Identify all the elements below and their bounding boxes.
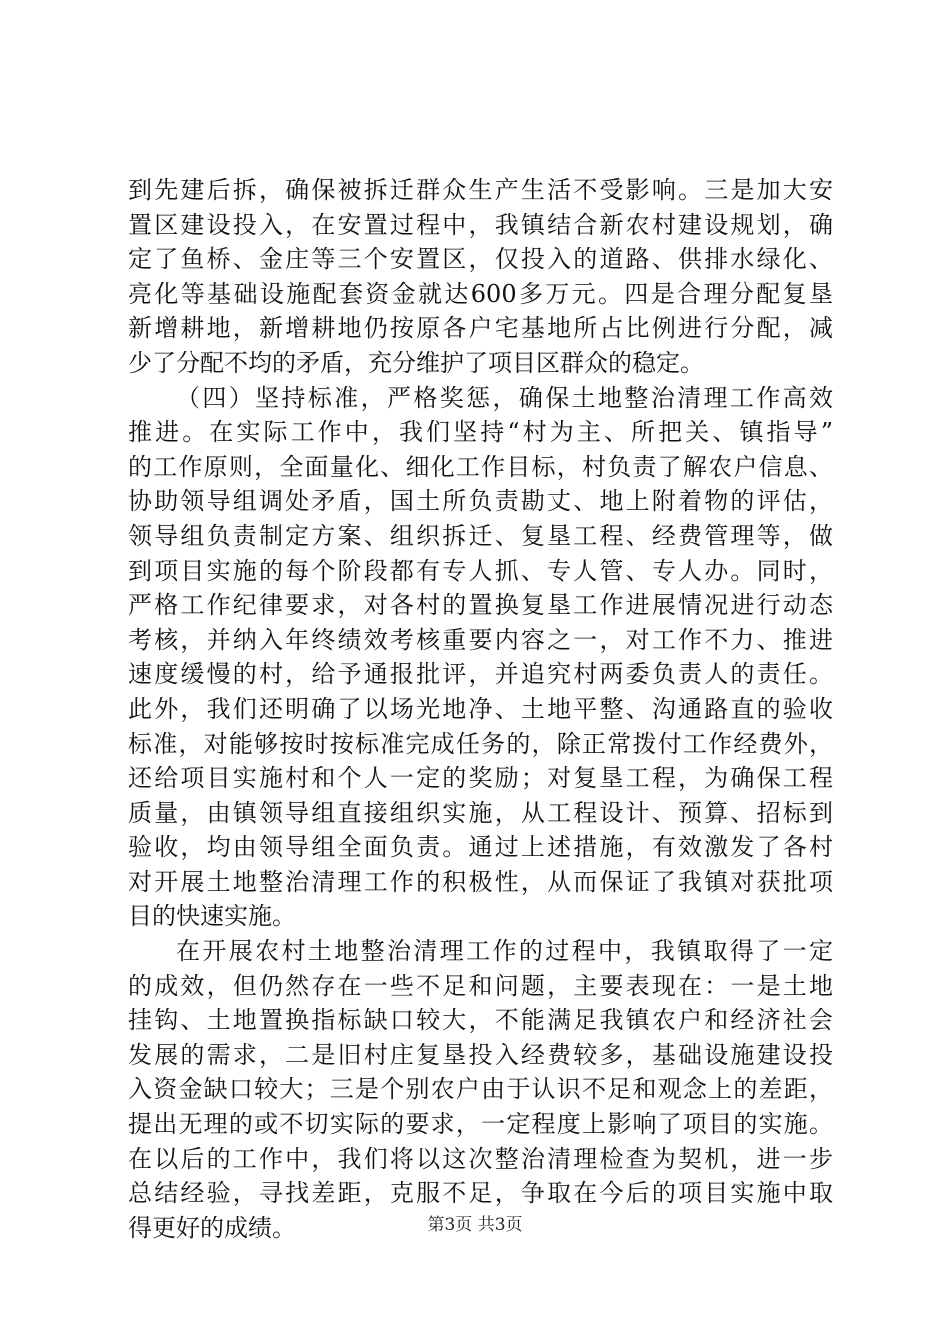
text-line: 考核，并纳入年终绩效考核重要内容之一，对工作不力、推进 <box>128 625 833 654</box>
text-line: 得更好的成绩。 <box>128 1213 296 1242</box>
text-line: 领导组负责制定方案、组织拆迁、复垦工程、经费管理等，做 <box>128 521 833 550</box>
text-line: 提出无理的或不切实际的要求，一定程度上影响了项目的实施。 <box>128 1110 833 1139</box>
text-line: 此外，我们还明确了以场光地净、土地平整、沟通路直的验收 <box>128 694 833 723</box>
text-line: 总结经验，寻找差距，克服不足，争取在今后的项目实施中取 <box>128 1179 833 1208</box>
text-line: 验收，均由领导组全面负责。通过上述措施，有效激发了各村 <box>128 833 833 862</box>
text-line: 目的快速实施。 <box>128 902 296 931</box>
document-body <box>128 173 833 1245</box>
text-line: 对开展土地整治清理工作的积极性，从而保证了我镇对获批项 <box>128 867 833 896</box>
text-line: 协助领导组调处矛盾，国土所负责勘丈、地上附着物的评估， <box>128 487 833 516</box>
text-line: 推进。在实际工作中，我们坚持“村为主、所把关、镇指导” <box>128 418 833 447</box>
text-line: 严格工作纪律要求，对各村的置换复垦工作进展情况进行动态 <box>128 591 833 620</box>
text-line: 入资金缺口较大；三是个别农户由于认识不足和观念上的差距， <box>128 1075 833 1104</box>
paragraph-start-line: （四）坚持标准，严格奖惩，确保土地整治清理工作高效 <box>176 383 833 412</box>
text-line: 亮化等基础设施配套资金就达600多万元。四是合理分配复垦 <box>128 279 833 308</box>
text-line: 定了鱼桥、金庄等三个安置区，仅投入的道路、供排水绿化、 <box>128 245 833 274</box>
paragraph-start-line: 在开展农村土地整治清理工作的过程中，我镇取得了一定 <box>176 937 833 966</box>
text-line: 发展的需求，二是旧村庄复垦投入经费较多，基础设施建设投 <box>128 1040 833 1069</box>
text-line: 少了分配不均的矛盾，充分维护了项目区群众的稳定。 <box>128 348 704 377</box>
text-line: 置区建设投入，在安置过程中，我镇结合新农村建设规划，确 <box>128 210 833 239</box>
page-footer <box>0 1215 950 1235</box>
text-line: 的成效，但仍然存在一些不足和问题，主要表现在：一是土地 <box>128 971 833 1000</box>
text-line: 新增耕地，新增耕地仍按原各户宅基地所占比例进行分配，减 <box>128 314 833 343</box>
text-line: 标准，对能够按时按标准完成任务的，除正常拨付工作经费外， <box>128 729 833 758</box>
text-line: 到先建后拆，确保被拆迁群众生产生活不受影响。三是加大安 <box>128 176 833 204</box>
text-line: 挂钩、土地置换指标缺口较大，不能满足我镇农户和经济社会 <box>128 1006 833 1035</box>
page-number-label: 第3页 共3页 <box>427 1215 523 1235</box>
text-line: 速度缓慢的村，给予通报批评，并追究村两委负责人的责任。 <box>128 660 833 689</box>
text-line: 到项目实施的每个阶段都有专人抓、专人管、专人办。同时， <box>128 556 833 585</box>
text-line: 质量，由镇领导组直接组织实施，从工程设计、预算、招标到 <box>128 798 833 827</box>
text-line: 的工作原则，全面量化、细化工作目标，村负责了解农户信息、 <box>128 452 833 481</box>
text-line: 在以后的工作中，我们将以这次整治清理检查为契机，进一步 <box>128 1144 833 1173</box>
text-line: 还给项目实施村和个人一定的奖励；对复垦工程，为确保工程 <box>128 764 833 793</box>
